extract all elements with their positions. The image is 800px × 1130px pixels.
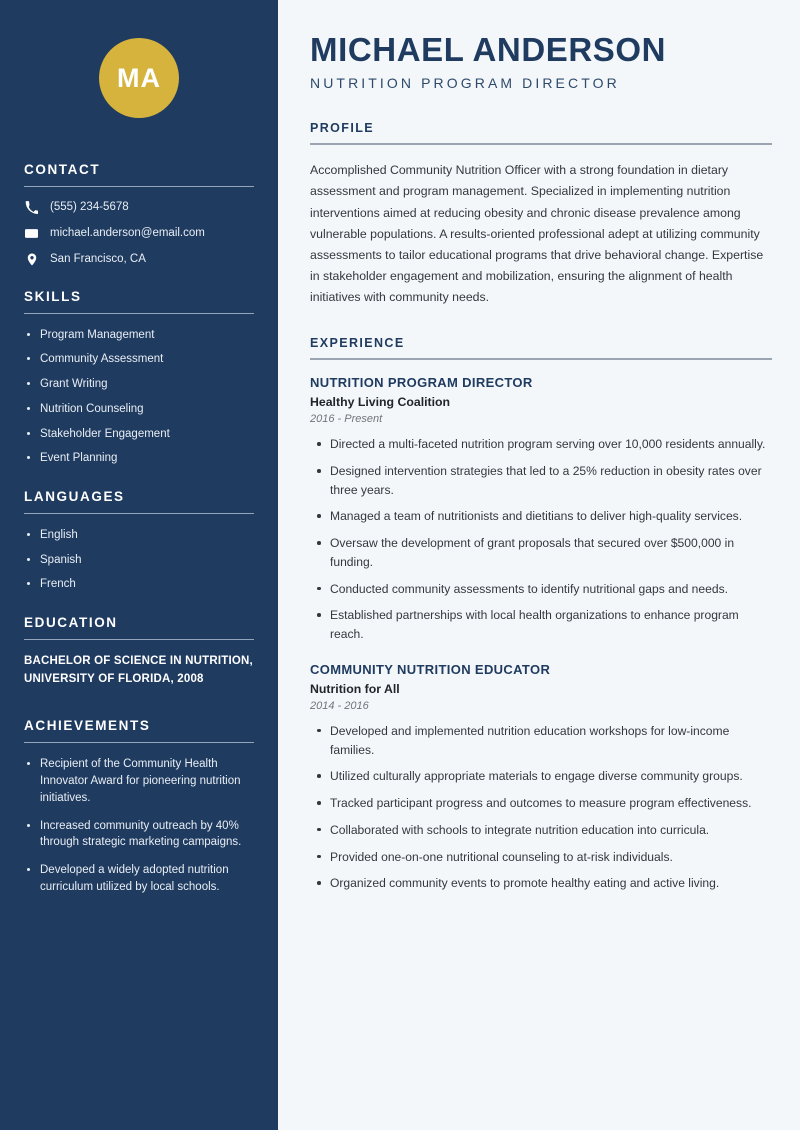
languages-divider — [24, 513, 254, 514]
job-title-subtitle: NUTRITION PROGRAM DIRECTOR — [310, 75, 620, 92]
list-item: Developed a widely adopted nutrition curriculum utilized by local schools. — [24, 862, 254, 895]
experience-dates: 2014 - 2016 — [310, 699, 369, 712]
contact-email-value: michael.anderson@email.com — [50, 226, 205, 239]
experience-role: COMMUNITY NUTRITION EDUCATOR — [310, 661, 551, 677]
section-contact — [20, 162, 258, 267]
contact-list — [20, 200, 258, 267]
list-item: Oversaw the development of grant proposals that secured over $500,000 in funding. — [310, 534, 772, 571]
experience-bullets — [310, 722, 772, 893]
section-achievements — [20, 718, 258, 895]
experience-divider — [310, 358, 772, 360]
list-item: Managed a team of nutritionists and dietitians to deliver high-quality services. — [310, 507, 772, 526]
experience-bullets — [310, 435, 772, 644]
skills-heading: SKILLS — [24, 288, 82, 304]
profile-divider — [310, 143, 772, 145]
map-pin-icon — [24, 253, 39, 266]
section-profile — [310, 121, 772, 308]
contact-item-email[interactable] — [24, 226, 254, 241]
contact-location-value: San Francisco, CA — [50, 252, 146, 265]
phone-icon — [24, 201, 39, 214]
envelope-icon — [24, 227, 39, 240]
list-item: Designed intervention strategies that led to a 25% reduction in obesity rates over three years. — [310, 462, 772, 499]
contact-item-location[interactable] — [24, 252, 254, 267]
list-item: Tracked participant progress and outcomes to measure program effectiveness. — [310, 794, 772, 813]
list-item: Collaborated with schools to integrate nutrition education into curricula. — [310, 821, 772, 840]
list-item: Program Management — [24, 327, 254, 344]
contact-phone-value: (555) 234-5678 — [50, 201, 129, 213]
skills-list — [20, 327, 258, 467]
list-item: French — [24, 576, 254, 593]
section-skills — [20, 289, 258, 467]
list-item: Stakeholder Engagement — [24, 426, 254, 443]
list-item: Recipient of the Community Health Innovator Award for pioneering nutrition initiatives. — [24, 756, 254, 806]
list-item: Developed and implemented nutrition education workshops for low-income families. — [310, 722, 772, 759]
achievements-list — [20, 756, 258, 895]
education-entry: BACHELOR OF SCIENCE IN NUTRITION, UNIVERSITY OF FLORIDA, 2008 — [24, 654, 253, 685]
experience-entry — [310, 662, 772, 893]
list-item: Increased community outreach by 40% through strategic marketing campaigns. — [24, 818, 254, 851]
education-divider — [24, 639, 254, 640]
experience-company: Healthy Living Coalition — [310, 395, 451, 410]
section-education — [20, 615, 258, 689]
list-item: Grant Writing — [24, 376, 254, 393]
list-item: Conducted community assessments to identify nutritional gaps and needs. — [310, 580, 772, 599]
profile-heading: PROFILE — [310, 121, 374, 136]
section-languages — [20, 489, 258, 593]
languages-heading: LANGUAGES — [24, 488, 125, 504]
list-item: Utilized culturally appropriate materials to engage diverse community groups. — [310, 767, 772, 786]
section-experience — [310, 336, 772, 893]
list-item: Provided one-on-one nutritional counseling to at-risk individuals. — [310, 848, 772, 867]
experience-heading: EXPERIENCE — [310, 336, 405, 351]
education-heading: EDUCATION — [24, 614, 118, 630]
avatar-initials: MA — [99, 38, 179, 118]
experience-company: Nutrition for All — [310, 681, 400, 696]
contact-heading: CONTACT — [24, 162, 101, 177]
list-item: Organized community events to promote healthy eating and active living. — [310, 874, 772, 893]
achievements-heading: ACHIEVEMENTS — [24, 718, 151, 734]
list-item: Community Assessment — [24, 351, 254, 368]
list-item: English — [24, 527, 254, 544]
experience-role: NUTRITION PROGRAM DIRECTOR — [310, 375, 533, 391]
contact-item-phone[interactable] — [24, 200, 254, 215]
page-title: MICHAEL ANDERSON — [310, 31, 667, 68]
profile-text: Accomplished Community Nutrition Officer with a strong foundation in dietary assessment and program management. Specialized in implementing nutrition interventions aimed at reducing obesity and chronic disease prevalence among vulnerable populations. A results-oriented professional adept at utilizing community assessments to tailor educational programs that drive behavioral change. Expertise in stakeholder engagement and mobilization, ensuring the alignment of health initiatives with community needs. — [310, 163, 764, 305]
list-item: Established partnerships with local health organizations to enhance program reach. — [310, 606, 772, 643]
contact-divider — [24, 186, 254, 187]
list-item: Directed a multi-faceted nutrition program serving over 10,000 residents annually. — [310, 435, 772, 454]
list-item: Event Planning — [24, 450, 254, 467]
experience-entry — [310, 375, 772, 644]
avatar-container — [20, 0, 258, 162]
list-item: Spanish — [24, 552, 254, 569]
languages-list — [20, 527, 258, 593]
experience-dates: 2016 - Present — [310, 413, 383, 426]
main-content — [278, 0, 800, 1130]
sidebar — [0, 0, 278, 1130]
achievements-divider — [24, 742, 254, 743]
skills-divider — [24, 313, 254, 314]
list-item: Nutrition Counseling — [24, 401, 254, 418]
